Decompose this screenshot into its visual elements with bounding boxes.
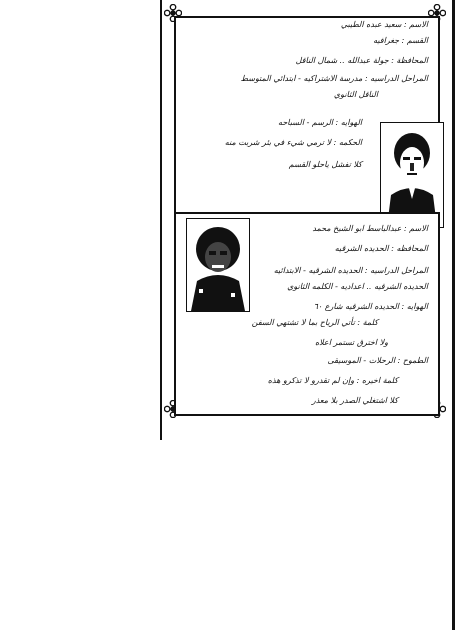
name-line: الاسم : عبدالباسط ابو الشيخ محمد [312,224,428,233]
hobby-line: الهوايه : الحديده الشرقيه شارع ٦٠ [313,302,428,311]
closing-line: كلا اشتغلي الصدر بلا معذر [311,396,398,405]
portrait-photo [186,218,250,312]
study-stages-continued-line: الحديده الشرقيه .. اعداديه - الكلمه الثانوي [287,282,428,291]
closing-line: كلا تفشل ياحلو القسم [288,160,362,169]
department-line: القسم : جغرافيه [373,36,428,45]
page-right-border [452,0,455,630]
profile-card-top [174,16,440,216]
profile-card-bottom [174,212,440,416]
study-stages-line: المراحل الدراسيه : الحديده الشرقيه - الابتدائيه [273,266,428,275]
name-line: الاسم : سعيد عبده الطيبي [340,20,428,29]
ambition-line: الطموح : الرحلات - الموسيقى [327,356,428,365]
scanned-page [160,0,450,440]
hobby-line: الهوايه : الرسم - السباحه [278,118,362,127]
wisdom-line: الحكمه : لا ترمي شيء في بئر شربت منه [224,138,362,147]
governorate-line: المحافظه : الحديده الشرقيه [334,244,428,253]
saying-line: كلمة : تأتي الرياح بما لا تشتهي السفن [251,318,378,327]
study-stages-line: المراحل الدراسيه : مدرسة الاشتراكيه - ابتدائي المتوسط [240,74,428,83]
last-word-line: كلمة اخيره : وإن لم تقدرو لا تذكرو هذه [267,376,398,385]
left-binding-line [160,0,162,440]
saying-continued-line: ولا اخترق تستمر اعلاه [314,338,388,347]
study-stages-continued-line: الناقل الثانوي [333,90,378,99]
governorate-line: المحافظة : جولة عبدالله .. شمال الناقل [295,56,428,65]
